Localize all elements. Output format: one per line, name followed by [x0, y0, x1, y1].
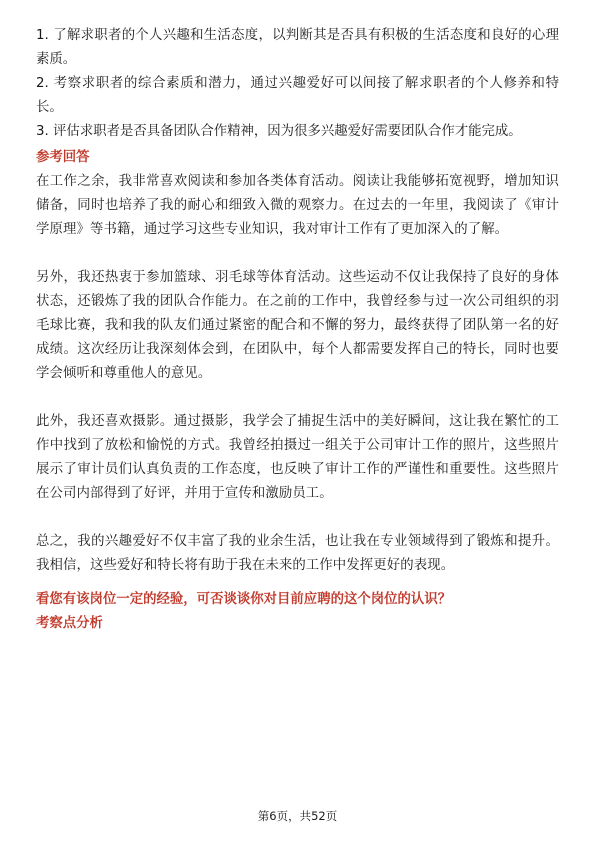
document-page	[36, 24, 559, 636]
list-item-1: 1. 了解求职者的个人兴趣和生活态度，以判断其是否具有积极的生活态度和良好的心理素质。	[36, 28, 559, 67]
page-number-footer: 第6页，共52页	[257, 809, 338, 823]
reference-answer-heading: 参考回答	[36, 150, 90, 165]
answer-paragraph-3: 此外，我还喜欢摄影。通过摄影，我学会了捕捉生活中的美好瞬间，这让我在繁忙的工作中找到了放松和愉悦的方式。我曾经拍摄过一组关于公司审计工作的照片，这些照片展示了审计员们认真负责的工作态度，也反映了审计工作的严谨性和重要性。这些照片在公司内部得到了好评，并用于宣传和激励员工。	[36, 414, 559, 501]
list-item-3: 3. 评估求职者是否具备团队合作精神，因为很多兴趣爱好需要团队合作才能完成。	[36, 124, 522, 139]
answer-paragraph-2: 另外，我还热衷于参加篮球、羽毛球等体育活动。这些运动不仅让我保持了良好的身体状态，还锻炼了我的团队合作能力。在之前的工作中，我曾经参与过一次公司组织的羽毛球比赛，我和我的队友们通过紧密的配合和不懈的努力，最终获得了团队第一名的好成绩。这次经历让我深刻体会到，在团队中，每个人都需要发挥自己的特长，同时也要学会倾听和尊重他人的意见。	[36, 270, 559, 381]
answer-paragraph-1: 在工作之余，我非常喜欢阅读和参加各类体育活动。阅读让我能够拓宽视野，增加知识储备，同时也培养了我的耐心和细致入微的观察力。在过去的一年里，我阅读了《审计学原理》等书籍，通过学习这些专业知识，我对审计工作有了更加深入的了解。	[36, 174, 559, 237]
next-question-heading: 看您有该岗位一定的经验，可否谈谈你对目前应聘的这个岗位的认识？	[36, 592, 452, 607]
list-item-2: 2. 考察求职者的综合素质和潜力，通过兴趣爱好可以间接了解求职者的个人修养和特长。	[36, 76, 559, 115]
answer-paragraph-4: 总之，我的兴趣爱好不仅丰富了我的业余生活，也让我在专业领域得到了锻炼和提升。我相信，这些爱好和特长将有助于我在未来的工作中发挥更好的表现。	[36, 534, 559, 573]
analysis-heading: 考察点分析	[36, 616, 103, 631]
